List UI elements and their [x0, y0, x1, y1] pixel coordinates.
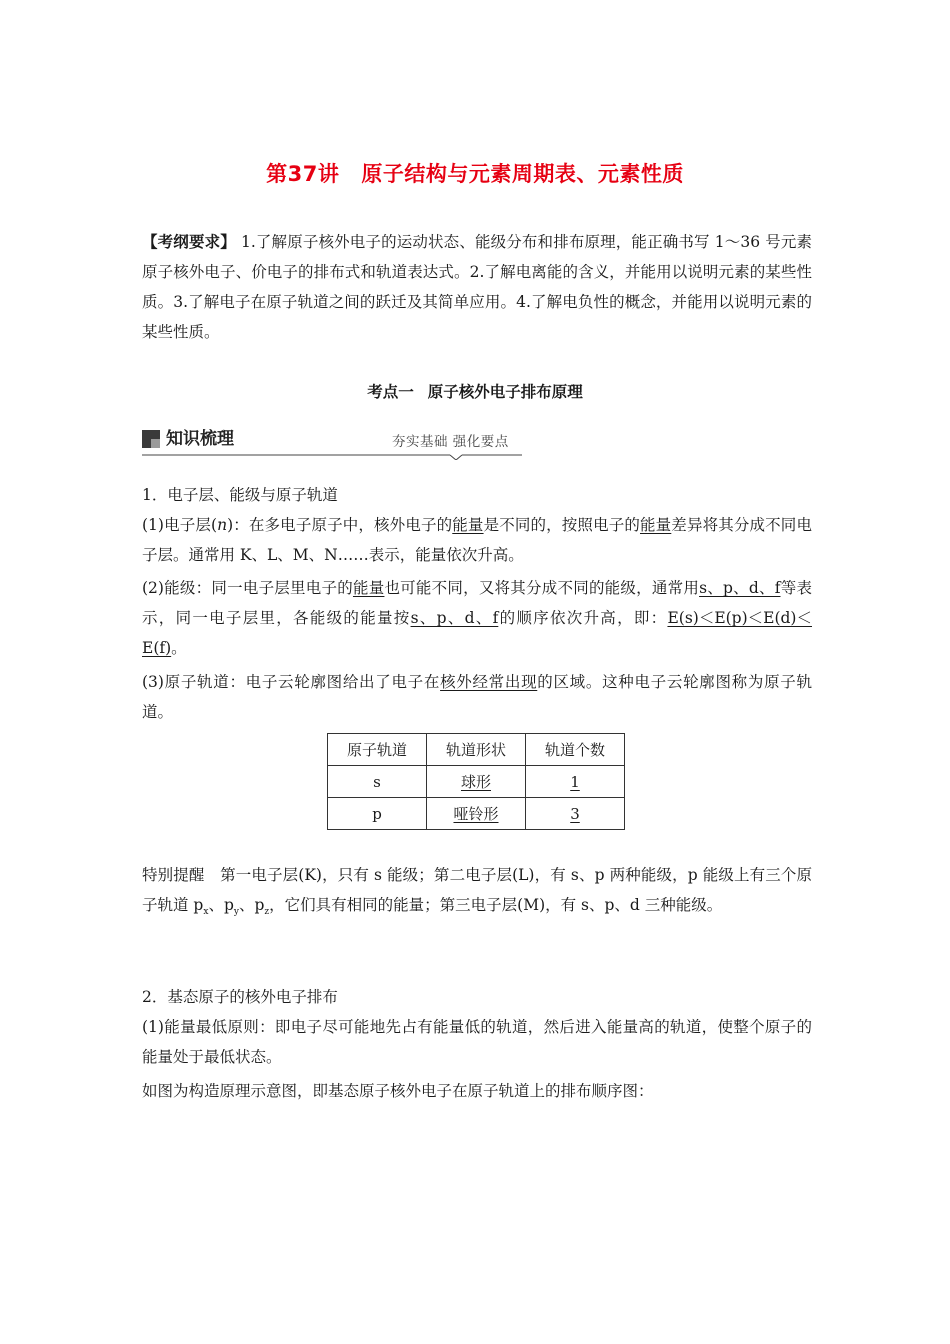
page-title: [0, 158, 950, 188]
paragraph-electron-shell: (1)电子层(n)：在多电子原子中，核外电子的能量是不同的，按照电子的能量差异将其分成不同电子层。通常用 K、L、M、N……表示，能量依次升高。: [142, 516, 812, 564]
table-cell: s: [328, 766, 427, 798]
table-header-row: [328, 734, 625, 766]
lecture-topic: 原子结构与元素周期表、元素性质: [361, 162, 684, 186]
section-title-text: 原子核外电子排布原理: [427, 383, 583, 401]
banner-label: 知识梳理: [166, 429, 234, 449]
table-row: [328, 798, 625, 830]
blank-answer: s、p、d、f: [699, 579, 781, 597]
blank-answer: E(s)＜E(p)＜E(d)＜E(f): [142, 609, 812, 657]
special-reminder: 特别提醒 第一电子层(K)，只有 s 能级；第二电子层(L)，有 s、p 两种能级，p 能级上有三个原子轨道 $p_x$、$p_y$、$p_z$，它们具有相同的能量；第三电子层(M)，有 s、p、d 三种能级。: [142, 866, 812, 918]
section-label: 考点一: [367, 383, 414, 401]
heading-ground-state: 2．基态原子的核外电子排布: [142, 988, 338, 1006]
banner-subtitle: 夯实基础 强化要点: [392, 434, 509, 450]
exam-requirements: [142, 227, 812, 347]
heading-orbital-basics: 1．电子层、能级与原子轨道: [142, 486, 338, 504]
requirements-text: 1.了解原子核外电子的运动状态、能级分布和排布原理，能正确书写 1～36 号元素原子核外电子、价电子的排布式和轨道表达式。2.了解电离能的含义，并能用以说明元素的某些性质。3.了解电子在原子轨道之间的跃迁及其简单应用。4.了解电负性的概念，并能用以说明元素的某些性质。: [142, 233, 812, 341]
lecture-number: 第37讲: [266, 162, 340, 186]
banner-square-icon: [142, 430, 160, 448]
table-header-cell: 轨道个数: [526, 734, 625, 766]
table-cell: 1: [526, 766, 625, 798]
table-cell: 3: [526, 798, 625, 830]
banner-underline: [142, 450, 524, 460]
paragraph-atomic-orbital: (3)原子轨道：电子云轮廓图给出了电子在核外经常出现的区域。这种电子云轮廓图称为原子轨道。: [142, 673, 812, 721]
knowledge-banner: [142, 428, 522, 460]
table-row: [328, 766, 625, 798]
table-header-cell: 轨道形状: [427, 734, 526, 766]
paragraph-lowest-energy: (1)能量最低原则：即电子尽可能地先占有能量低的轨道，然后进入能量高的轨道，使整个原子的能量处于最低状态。: [142, 1018, 812, 1066]
blank-answer: 核外经常出现: [440, 673, 538, 691]
section-heading: [0, 380, 950, 402]
orbital-table: [327, 733, 625, 830]
blank-answer: 能量: [640, 516, 672, 534]
table-cell: 球形: [427, 766, 526, 798]
blank-answer: s、p、d、f: [410, 609, 499, 627]
table-cell: 哑铃形: [427, 798, 526, 830]
table-header-cell: 原子轨道: [328, 734, 427, 766]
table-cell: p: [328, 798, 427, 830]
requirements-label: 【考纲要求】: [142, 233, 236, 251]
blank-answer: 能量: [352, 579, 385, 597]
paragraph-figure-intro: 如图为构造原理示意图，即基态原子核外电子在原子轨道上的排布顺序图：: [142, 1082, 654, 1100]
blank-answer: 能量: [452, 516, 484, 534]
paragraph-energy-level: (2)能级：同一电子层里电子的能量也可能不同，又将其分成不同的能级，通常用s、p、d、f等表示，同一电子层里，各能级的能量按s、p、d、f的顺序依次升高，即：E(s)＜E(p)＜E(d)＜E(f)。: [142, 579, 812, 657]
